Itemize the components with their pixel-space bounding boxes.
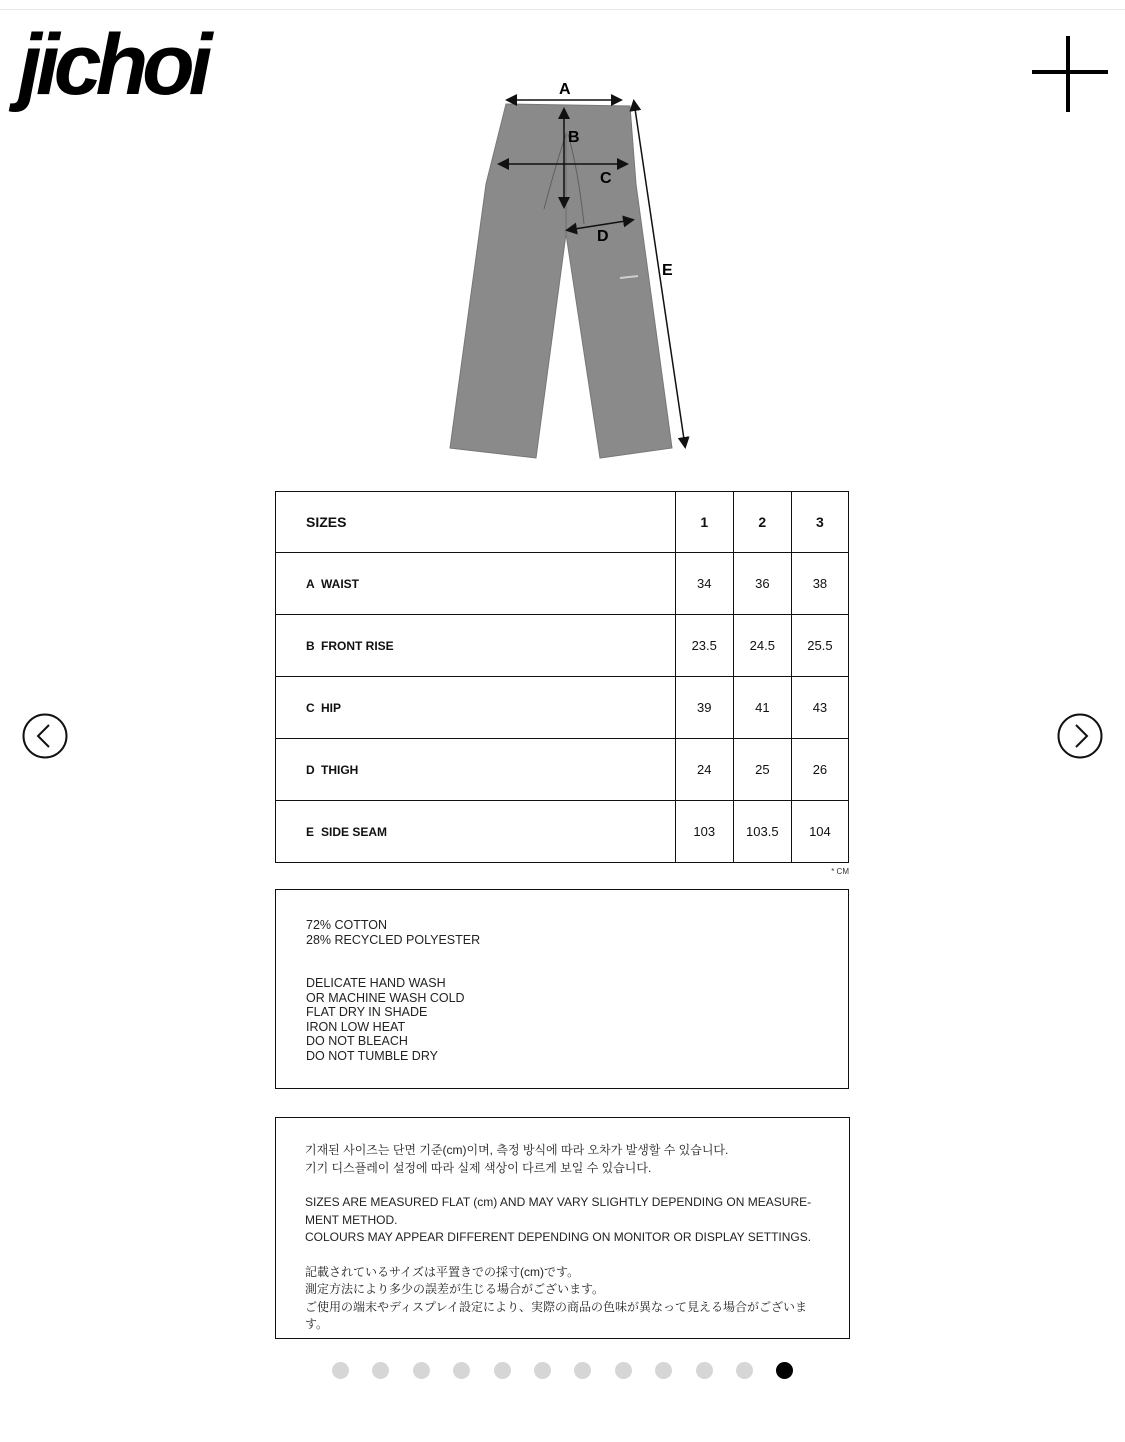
carousel-dot[interactable] [372, 1362, 389, 1379]
pants-measurement-diagram [440, 74, 700, 466]
measure-value: 34 [675, 553, 733, 615]
carousel-dot[interactable] [494, 1362, 511, 1379]
measure-value: 39 [675, 677, 733, 739]
measure-label: D THIGH [276, 739, 676, 801]
size-header-2: 2 [733, 492, 791, 553]
note-korean: 기재된 사이즈는 단면 기준(cm)이며, 측정 방식에 따라 오차가 발생할 수 있습니다. [305, 1143, 729, 1157]
measure-value: 26 [791, 739, 848, 801]
measure-value: 38 [791, 553, 848, 615]
composition-line: 28% RECYCLED POLYESTER [306, 932, 481, 947]
size-header-3: 3 [791, 492, 848, 553]
diagram-label-d: D [597, 228, 609, 245]
measure-value: 25 [733, 739, 791, 801]
measure-value: 23.5 [675, 615, 733, 677]
carousel-dot[interactable] [413, 1362, 430, 1379]
measure-value: 103.5 [733, 801, 791, 863]
table-row [276, 615, 849, 677]
measure-label: C HIP [276, 677, 676, 739]
size-header-1: 1 [675, 492, 733, 553]
note-korean: 기기 디스플레이 설정에 따라 실제 색상이 다르게 보일 수 있습니다. [305, 1160, 652, 1175]
care-line: DO NOT BLEACH [306, 1034, 408, 1048]
composition-line: 72% COTTON [306, 918, 388, 932]
note-english: SIZES ARE MEASURED FLAT (cm) AND MAY VARY SLIGHTLY DEPENDING ON MEASURE- [305, 1195, 812, 1209]
measure-value: 36 [733, 553, 791, 615]
diagram-label-e: E [662, 262, 673, 279]
measure-value: 43 [791, 677, 848, 739]
measure-value: 103 [675, 801, 733, 863]
note-english: MENT METHOD. [305, 1212, 398, 1227]
carousel-dot[interactable] [615, 1362, 632, 1379]
note-japanese: 測定方法により多少の誤差が生じる場合がございます。 [305, 1282, 605, 1296]
carousel-dot[interactable] [655, 1362, 672, 1379]
plus-icon[interactable] [1032, 36, 1108, 112]
note-japanese: ご使用の端末やディスプレイ設定により、実際の商品の色味が異なって見える場合がございます。 [305, 1299, 807, 1331]
unit-note: * CM [831, 867, 849, 876]
care-list [306, 976, 465, 1063]
note-japanese: 記載されているサイズは平置きでの採寸(cm)です。 [305, 1264, 580, 1279]
table-row [276, 553, 849, 615]
measure-label: B FRONT RISE [276, 615, 676, 677]
measure-value: 104 [791, 801, 848, 863]
carousel-dot[interactable] [776, 1362, 793, 1379]
care-line: DO NOT TUMBLE DRY [306, 1048, 438, 1063]
diagram-label-b: B [568, 129, 580, 146]
pants-shape [450, 104, 672, 458]
table-row [276, 677, 849, 739]
measure-value: 24.5 [733, 615, 791, 677]
carousel-dot[interactable] [534, 1362, 551, 1379]
table-header-row [276, 492, 849, 553]
diagram-label-c: C [600, 170, 612, 187]
carousel-dot[interactable] [453, 1362, 470, 1379]
carousel-dot[interactable] [574, 1362, 591, 1379]
care-line: IRON LOW HEAT [306, 1019, 406, 1034]
carousel-pagination [332, 1362, 802, 1380]
top-divider [0, 9, 1125, 10]
size-chart-table [275, 491, 849, 863]
pants-illustration [440, 74, 700, 466]
measure-label: A WAIST [276, 553, 676, 615]
note-english: COLOURS MAY APPEAR DIFFERENT DEPENDING ON MONITOR OR DISPLAY SETTINGS. [305, 1230, 812, 1244]
measure-value: 24 [675, 739, 733, 801]
brand-logo[interactable]: jichoi [18, 17, 207, 113]
carousel-dot[interactable] [736, 1362, 753, 1379]
care-line: FLAT DRY IN SHADE [306, 1005, 428, 1019]
measure-value: 41 [733, 677, 791, 739]
measure-value: 25.5 [791, 615, 848, 677]
chevron-right-icon[interactable] [1057, 713, 1103, 759]
sizes-header: SIZES [276, 492, 676, 553]
diagram-label-a: A [559, 81, 571, 98]
carousel-dot[interactable] [696, 1362, 713, 1379]
composition-care-box [275, 889, 849, 1089]
chevron-left-icon[interactable] [22, 713, 68, 759]
table-row [276, 739, 849, 801]
carousel-dot[interactable] [332, 1362, 349, 1379]
care-line: DELICATE HAND WASH [306, 976, 446, 990]
table-row [276, 801, 849, 863]
size-notes-box [275, 1117, 850, 1339]
composition-list [306, 918, 480, 947]
care-line: OR MACHINE WASH COLD [306, 990, 465, 1005]
measure-label: E SIDE SEAM [276, 801, 676, 863]
